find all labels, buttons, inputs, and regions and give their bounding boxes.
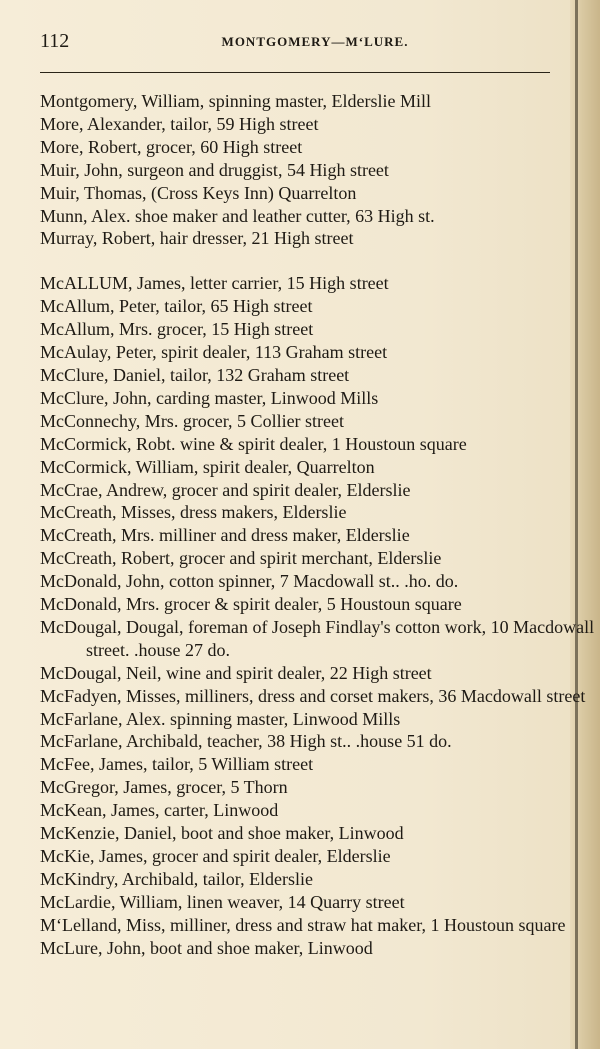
entry: McConnechy, Mrs. grocer, 5 Collier street: [40, 410, 345, 431]
entry: McDonald, Mrs. grocer & spirit dealer, 5 Houstoun square: [40, 594, 462, 615]
entry: McKie, James, grocer and spirit dealer, Elderslie: [40, 846, 391, 866]
entry: Munn, Alex. shoe maker and leather cutter, 63 High st.: [40, 205, 435, 226]
entry: Montgomery, William, spinning master, Elderslie Mill: [40, 91, 432, 111]
page-number: 112: [40, 30, 70, 52]
entry: McLure, John, boot and shoe maker, Linwood: [40, 937, 373, 958]
entry: McFarlane, Alex. spinning master, Linwood Mills: [40, 708, 401, 729]
entry: McCormick, William, spirit dealer, Quarrelton: [40, 456, 375, 477]
entry: McFee, James, tailor, 5 William street: [40, 754, 314, 775]
entry: McDougal, Dougal, foreman of Joseph Findlay's cotton work, 10 Macdowall street. .house 27 do.: [40, 616, 595, 660]
entry: McAllum, Peter, tailor, 65 High street: [40, 296, 313, 317]
entry: More, Robert, grocer, 60 High street: [40, 136, 303, 157]
entry: Muir, Thomas, (Cross Keys Inn) Quarrelton: [40, 182, 357, 203]
entry: McKindry, Archibald, tailor, Elderslie: [40, 868, 314, 889]
entry: McCreath, Robert, grocer and spirit merchant, Elderslie: [40, 548, 442, 569]
entry: McLardie, William, linen weaver, 14 Quarry street: [40, 891, 405, 912]
page-header: [40, 30, 560, 58]
entry: McALLUM, James, letter carrier, 15 High street: [40, 273, 389, 294]
entry: McKenzie, Daniel, boot and shoe maker, Linwood: [40, 823, 404, 844]
entry: Murray, Robert, hair dresser, 21 High street: [40, 228, 354, 249]
entry: McCormick, Robt. wine & spirit dealer, 1 Houstoun square: [40, 433, 467, 454]
gutter-shadow: [575, 0, 578, 1049]
entry: McDougal, Neil, wine and spirit dealer, 22 High street: [40, 662, 432, 683]
entry: More, Alexander, tailor, 59 High street: [40, 113, 319, 134]
entry: McGregor, James, grocer, 5 Thorn: [40, 777, 288, 798]
entry: McFarlane, Archibald, teacher, 38 High st.. .house 51 do.: [40, 731, 452, 752]
header-rule: [40, 72, 550, 73]
entry: McCreath, Misses, dress makers, Elderslie: [40, 502, 347, 523]
entry: Muir, John, surgeon and druggist, 54 High street: [40, 159, 389, 180]
entry: McAulay, Peter, spirit dealer, 113 Graham street: [40, 342, 388, 363]
directory-entries: [40, 90, 595, 960]
entry: McAllum, Mrs. grocer, 15 High street: [40, 319, 314, 340]
running-title: MONTGOMERY—M‘LURE.: [221, 34, 409, 49]
entry: M‘Lelland, Miss, milliner, dress and straw hat maker, 1 Houstoun square: [40, 914, 566, 935]
entry: McFadyen, Misses, milliners, dress and corset makers, 36 Macdowall street: [40, 685, 586, 706]
entry: McKean, James, carter, Linwood: [40, 800, 279, 821]
entry: McClure, John, carding master, Linwood Mills: [40, 387, 379, 408]
entry: McDonald, John, cotton spinner, 7 Macdowall st.. .ho. do.: [40, 571, 459, 592]
entry: McCrae, Andrew, grocer and spirit dealer, Elderslie: [40, 479, 411, 500]
entry: McCreath, Mrs. milliner and dress maker, Elderslie: [40, 525, 410, 546]
entry: McClure, Daniel, tailor, 132 Graham street: [40, 364, 350, 385]
